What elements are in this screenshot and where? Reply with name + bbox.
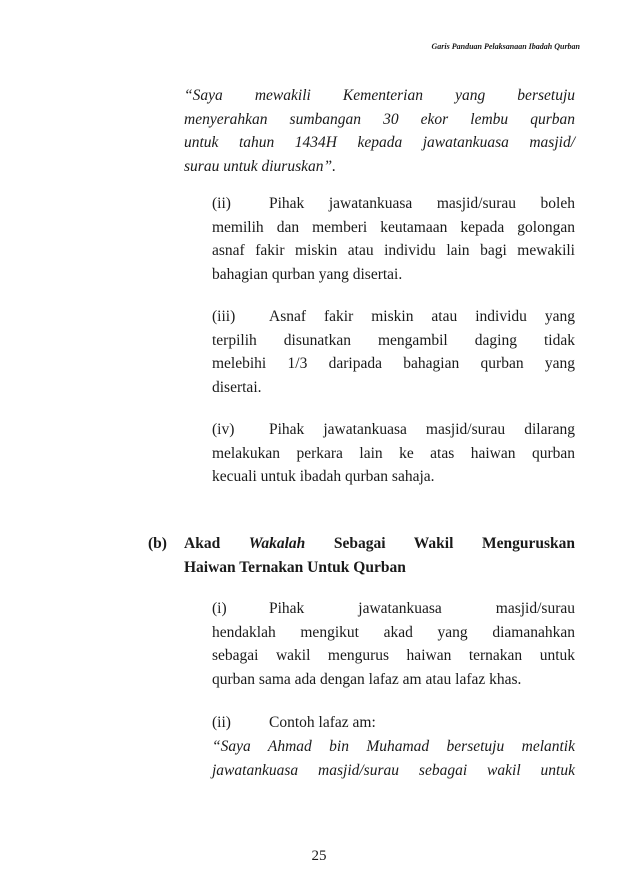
list-item-iii [212,305,575,399]
item-line: (ii) Pihak jawatankuasa masjid/surau boleh [212,192,575,216]
section-letter: (b) [148,535,167,552]
item-number: (ii) [212,714,231,731]
item-line: kecuali untuk ibadah qurban sahaja. [212,468,435,485]
item-line: memilih dan memberi keutamaan kepada golongan [212,218,575,236]
item-line: disertai. [212,378,262,396]
example-quote [212,735,575,782]
item-line: melebihi 1/3 daripada bahagian qurban yang [212,355,575,372]
quote-line: surau untuk diuruskan”. [184,157,336,175]
section-b-heading [148,532,575,579]
item-line: (iv) Pihak jawatankuasa masjid/surau dilarang [212,418,575,442]
item-line: hendaklah mengikut akad yang diamanahkan [212,623,575,641]
section-title-line: Haiwan Ternakan Untuk Qurban [184,558,406,576]
item-number: (i) [212,600,227,617]
section-title-line: Akad Wakalah Sebagai Wakil Menguruskan [184,535,575,552]
list-item-b-ii [212,711,575,735]
quote-line: menyerahkan sumbangan 30 ekor lembu qurban [184,110,575,128]
quote-paragraph [184,84,575,178]
list-item-b-i [212,597,575,691]
quote-line: “Saya Ahmad bin Muhamad bersetuju melantik [212,738,575,755]
item-number: (iii) [212,308,236,325]
item-number: (iv) [212,421,235,438]
quote-line: untuk tahun 1434H kepada jawatankuasa masjid/ [184,134,575,151]
page-number: 25 [311,848,327,864]
item-line: asnaf fakir miskin atau individu lain bagi mewakili [212,242,575,259]
item-line: qurban sama ada dengan lafaz am atau lafaz khas. [212,670,522,688]
item-number: (ii) [212,195,231,212]
item-line: sebagai wakil mengurus haiwan ternakan untuk [212,647,575,664]
running-header: Garis Panduan Pelaksanaan Ibadah Qurban [431,42,580,51]
item-line: melakukan perkara lain ke atas haiwan qurban [212,444,575,462]
item-line: bahagian qurban yang disertai. [212,265,403,283]
list-item-ii [212,192,575,286]
item-line: (ii) Contoh lafaz am: [212,711,575,735]
item-line: (iii) Asnaf fakir miskin atau individu yang [212,305,575,329]
list-item-iv [212,418,575,489]
section-title-emphasis: Wakalah [248,535,306,552]
quote-line: jawatankuasa masjid/surau sebagai wakil untuk [212,761,575,779]
item-line: terpilih disunatkan mengambil daging tidak [212,331,575,349]
item-line: (i) Pihak jawatankuasa masjid/surau [212,597,575,621]
quote-line: “Saya mewakili Kementerian yang bersetuju [184,87,575,104]
